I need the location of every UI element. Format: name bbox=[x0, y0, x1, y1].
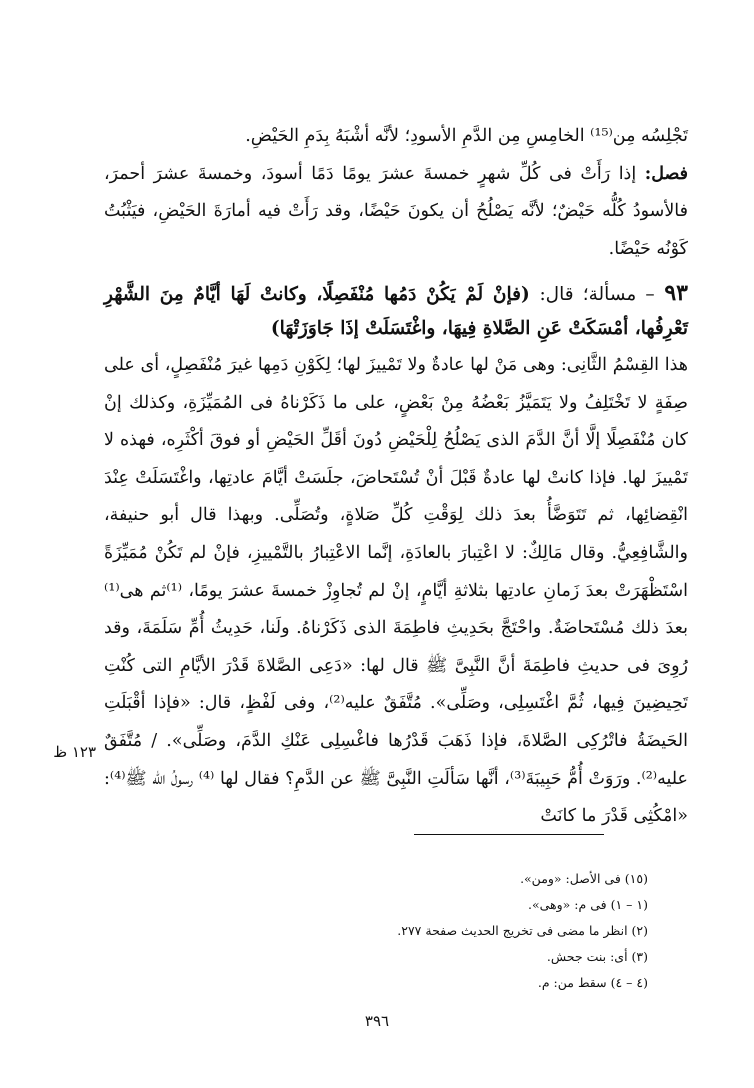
paragraph-text: هذا القِسْمُ الثَّانِى: وهى مَنْ لها عادةٌ ولا تَمْييزَ لها؛ لِكَوْنِ دَمِها غيرَ مُنْفَصِلٍ، أى على صِفَةٍ لا تَخْتَلِفُ ولا يَتَمَيَّزُ بَعْضُهُ مِنْ بَعْضٍ، على ما ذَكَرْناهُ فى المُمَيِّزَةِ، وكذلك إنْ كان مُنْفَصِلًا إلَّا أنَّ الدَّمَ الذى يَصْلُحُ لِلْحَيْضِ دُونَ أقَلِّ الحَيْضِ أو فوقَ أكْثَرِه، فهذه لا تَمْييزَ لها. فإذا كانتْ لها عادةٌ قَبْلَ أنْ تُسْتَحاضَ، جلَسَتْ أيَّامَ عادتِها، واغْتَسَلَتْ عِنْدَ انْقِضائِها، ثم تَتَوَضَّأُ بعدَ ذلك لِوَقْتِ كُلِّ صَلاةٍ، وتُصَلِّى. وبهذا قال أبو حنيفة، والشَّافِعِيُّ. وقال مَالِكٌ: لا اعْتِبارَ بالعادَةِ، إنَّما الاعْتِبارُ بالتَّمْييزِ، فإنْ لم تَكُنْ مُمَيِّزَةً اسْتَظْهَرَتْ بعدَ زَمانِ عادتِها بثلاثةِ أيَّامٍ، إنْ لم تُجاوِزْ خمسةَ عشرَ يومًا، ⁽¹⁾ثم هى⁽¹⁾ بعدَ ذلك مُسْتَحاضَةٌ. واحْتَجَّ بحَدِيثِ فاطِمَةَ الذى ذَكَرْناهُ. ولَنا، حَدِيثُ أُمِّ سَلَمَةَ، وقد رُوِىَ فى حديثِ فاطِمَةَ أنَّ النَّبِىَّ ﷺ قال لها: «دَعِى الصَّلاةَ قَدْرَ الأيَّامِ التى كُنْتِ تَحِيضِينَ فِيها، ثُمَّ اغْتَسِلِى، وصَلِّى». مُتَّفَقٌ عليه⁽²⁾، وفى لَفْظٍ، قال: «فإذا أقْبَلَتِ الحَيضَةُ فاتْرُكِى الصَّلاةَ، فإذا ذَهَبَ قَدْرُها فاغْسِلِى عَنْكِ الدَّمَ، وصَلِّى». / مُتَّفَقٌ عليه⁽²⁾. ورَوَتْ أُمُّ حَبِيبَةَ⁽³⁾، أنَّها سَألَتِ النَّبِىَّ ﷺ عن الدَّمِ؟ فقال لها ⁽⁴⁾ رسولُ الله ﷺ⁽⁴⁾: «امْكُثِى قَدْرَ ما كانَتْ bbox=[104, 355, 688, 827]
footnote: (١٥) فى الأصل: «ومن». bbox=[520, 871, 648, 886]
section-label: فصل: bbox=[644, 163, 688, 184]
manuscript-folio-note: ١٢٣ ظ bbox=[53, 743, 96, 761]
footnote: (١ – ١) فى م: «وهى». bbox=[528, 897, 648, 912]
issue-heading bbox=[104, 276, 688, 346]
issue-text: (فإنْ لَمْ يَكُنْ دَمُها مُنْفَصِلًا، وكانتْ لَهَا أيَّامٌ مِنَ الشَّهْرِ تَعْرِفُها، أمْسَكَتْ عَنِ الصَّلاةِ فِيهَا، واغْتَسَلَتْ إذَا جَاوَزَتْهَا) bbox=[104, 284, 688, 339]
footnote: (٣) أى: بنت جحش. bbox=[546, 949, 648, 964]
paragraph-continuation bbox=[104, 118, 688, 268]
paragraph-text: إذا رَأَتْ فى كُلِّ شهرٍ خمسةَ عشرَ يومًا دَمًا أسودَ، وخمسةَ عشرَ أحمرَ، فالأسودُ كُلُّه حَيْضٌ؛ لأنَّه يَصْلُحُ أن يكونَ حَيْضًا، وقد رَأَتْ فيه أمارَةَ الحَيْضِ، فيَثْبُتُ كَوْنُه حَيْضًا. bbox=[104, 163, 688, 259]
page-number: ٣٩٦ bbox=[364, 1012, 390, 1030]
footnote-divider bbox=[414, 834, 604, 835]
issue-label: – مسألة؛ قال: bbox=[539, 284, 655, 305]
footnotes bbox=[104, 866, 648, 996]
footnote: (٤ – ٤) سقط من: م. bbox=[537, 975, 648, 990]
footnote: (٢) انظر ما مضى فى تخريج الحديث صفحة ٢٧٧. bbox=[397, 923, 648, 938]
issue-number: ٩٣ bbox=[664, 280, 688, 306]
commentary-paragraph bbox=[104, 347, 688, 836]
paragraph-text: تَجْلِسُه مِن⁽¹⁵⁾ الخامِسِ مِن الدَّمِ الأسودِ؛ لأنَّه أشْبَهُ بِدَمِ الحَيْضِ. bbox=[245, 126, 688, 146]
